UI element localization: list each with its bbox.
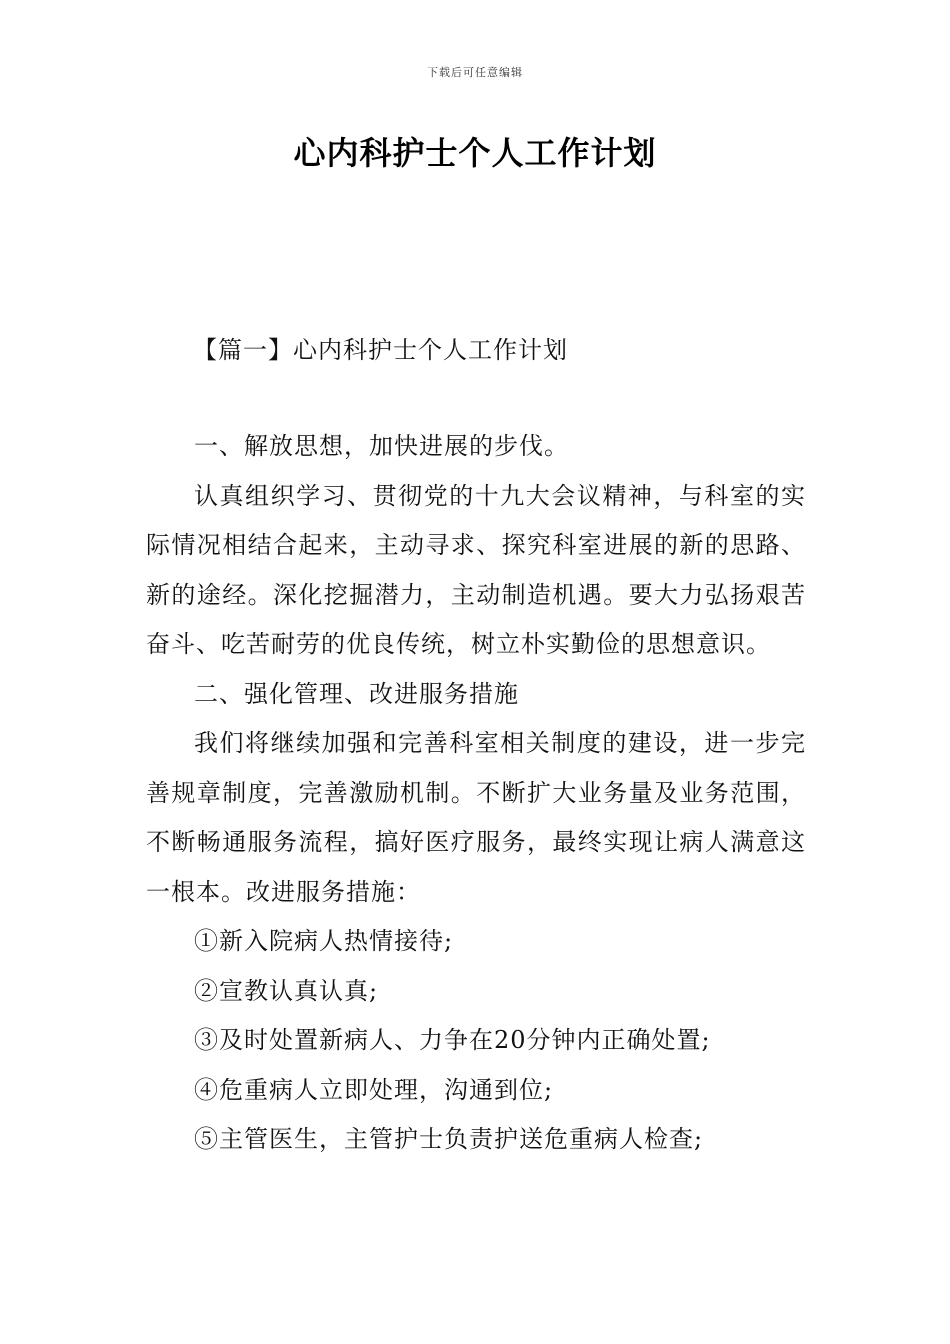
- list-item-2: ②宣教认真认真;: [194, 976, 379, 1005]
- document-title: 心内科护士个人工作计划: [293, 134, 657, 172]
- list-item-5: ⑤主管医生，主管护士负责护送危重病人检查;: [194, 1125, 704, 1153]
- heading-2: 二、强化管理、改进服务措施: [194, 679, 519, 708]
- list-item-3: ③及时处置新病人、力争在20分钟内正确处置;: [194, 1026, 711, 1054]
- list-item-4: ④危重病人立即处理，沟通到位;: [194, 1075, 554, 1104]
- paragraph-1: 认真组织学习、贯彻党的十九大会议精神，与科室的实际情况相结合起来，主动寻求、探究科室进展的新的思路、新的途经。深化挖掘潜力，主动制造机遇。要大力弘扬艰苦奋斗、吃苦耐劳的优良传统，树立朴实勤俭的思想意识。: [146, 481, 806, 658]
- header-note: 下载后可任意编辑: [427, 66, 523, 79]
- paragraph-2: 我们将继续加强和完善科室相关制度的建设，进一步完善规章制度，完善激励机制。不断扩大业务量及业务范围，不断畅通服务流程，搞好医疗服务，最终实现让病人满意这一根本。改进服务措施：: [146, 729, 806, 906]
- document-body: [146, 422, 806, 1165]
- list-item-1: ①新入院病人热情接待;: [194, 927, 454, 955]
- heading-1: 一、解放思想，加快进展的步伐。: [194, 432, 569, 460]
- section-heading: 【篇一】心内科护士个人工作计划: [193, 336, 568, 364]
